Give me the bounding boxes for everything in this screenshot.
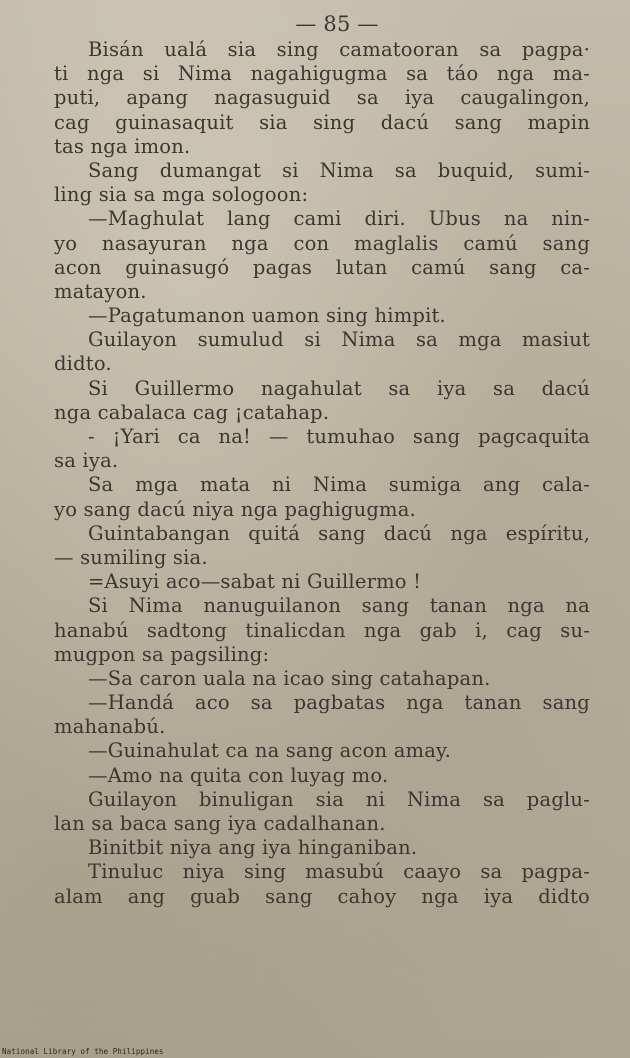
text-line: —Guinahulat ca na sang acon amay. <box>88 739 452 763</box>
text-line: Sang dumangat si Nima sa buquid, sumi- <box>88 158 590 182</box>
text-line: cag guinasaquit sia sing dacú sang mapin <box>54 110 590 134</box>
text-line: alam ang guab sang cahoy nga iya didto <box>54 884 590 908</box>
text-line: didto. <box>54 352 112 376</box>
text-line: — sumiling sia. <box>54 545 208 569</box>
text-line: lan sa baca sang iya cadalhanan. <box>54 812 386 835</box>
text-line: Tinuluc niya sing masubú caayo sa pagpa- <box>88 860 590 884</box>
text-line: =Asuyi aco—sabat ni Guillermo ! <box>88 570 422 594</box>
text-line: Guintabangan quitá sang dacú nga espíritu, <box>88 521 590 545</box>
text-line: mugpon sa pagsiling: <box>54 642 270 666</box>
text-line: —Handá aco sa pagbatas nga tanan sang <box>88 691 590 715</box>
text-line: mahanabú. <box>54 715 166 739</box>
text-line: nga cabalaca cag ¡catahap. <box>54 400 330 424</box>
text-line: yo sang dacú niya nga paghigugma. <box>54 497 416 521</box>
text-line: - ¡Yari ca na! — tumuhao sang pagcaquita <box>88 425 590 448</box>
page-text-block <box>54 10 590 909</box>
text-line: Sa mga mata ni Nima sumiga ang cala- <box>88 473 590 497</box>
text-line: hanabú sadtong tinalicdan nga gab i, cag su- <box>54 618 590 642</box>
text-line: Binitbit niya ang iya hinganiban. <box>88 836 418 860</box>
text-line: yo nasayuran nga con maglalis camú sang <box>54 231 590 255</box>
text-line: tas nga imon. <box>54 134 191 158</box>
text-line: Si Nima nanuguilanon sang tanan nga na <box>88 594 590 618</box>
text-line: Bisán ualá sia sing camatooran sa pagpa· <box>88 38 590 61</box>
text-line: Guilayon sumulud si Nima sa mga masiut <box>88 328 590 352</box>
text-line: —Pagatumanon uamon sing himpit. <box>88 304 446 328</box>
text-line: matayon. <box>54 279 147 303</box>
text-lines <box>54 38 590 909</box>
page-number-header: — 85 — <box>295 12 379 36</box>
text-line: acon guinasugó pagas lutan camú sang ca- <box>54 255 590 279</box>
text-line: Guilayon binuligan sia ni Nima sa paglu- <box>88 787 590 811</box>
text-line: sa iya. <box>54 449 119 473</box>
library-credit: National Library of the Philippines <box>2 1047 164 1056</box>
text-line: —Amo na quita con luyag mo. <box>88 763 389 787</box>
text-line: ling sia sa mga sologoon: <box>54 183 309 207</box>
text-line: Si Guillermo nagahulat sa iya sa dacú <box>88 376 590 400</box>
text-line: puti, apang nagasuguid sa iya caugalingon, <box>54 86 590 110</box>
text-line: —Sa caron uala na icao sing catahapan. <box>88 666 491 690</box>
text-line: ti nga si Nima nagahigugma sa táo nga ma- <box>54 62 590 86</box>
text-line: —Maghulat lang cami diri. Ubus na nin- <box>88 207 590 231</box>
